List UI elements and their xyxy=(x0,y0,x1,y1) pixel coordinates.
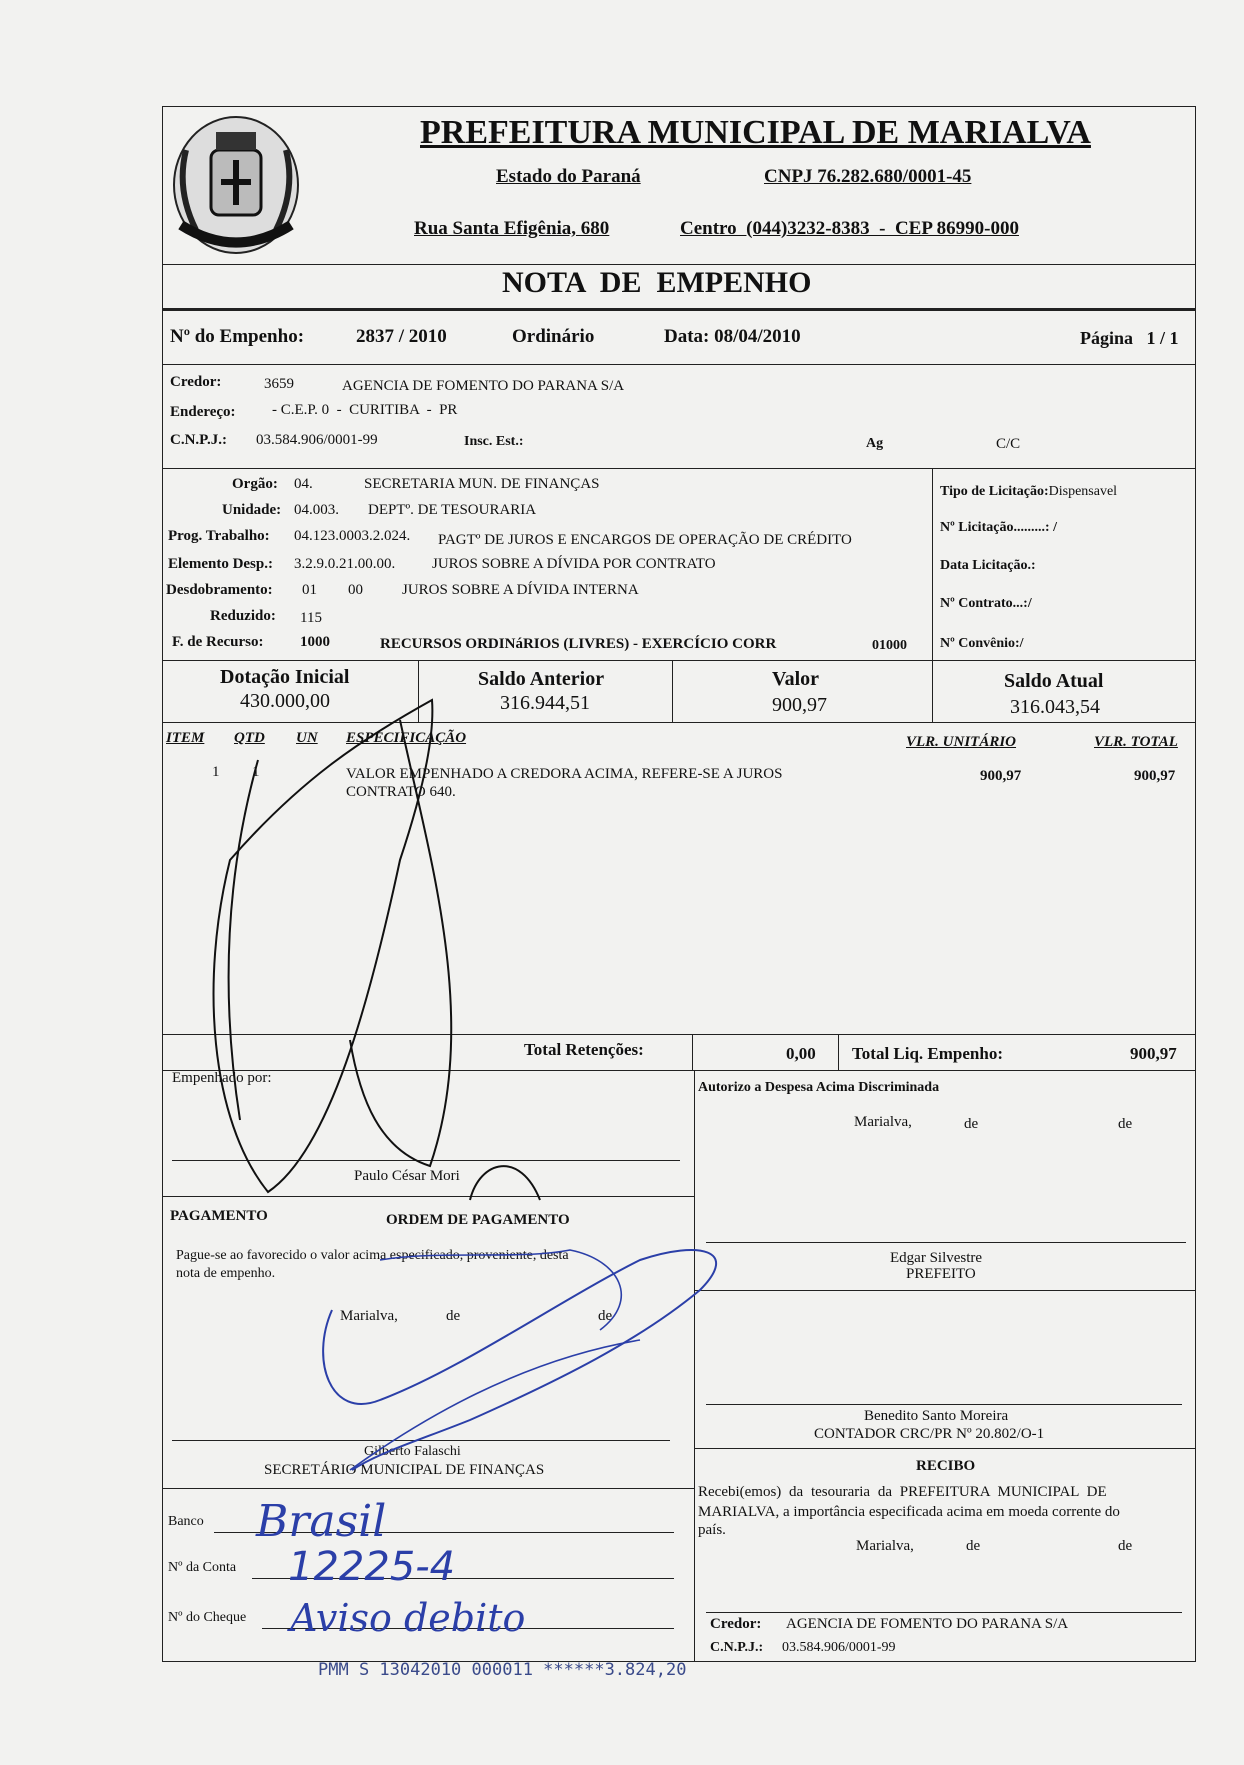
saldo-atual-value: 316.043,54 xyxy=(1010,696,1100,718)
prog-code: 04.123.0003.2.024. xyxy=(294,528,411,544)
unidade-desc: DEPTº. DE TESOURARIA xyxy=(368,502,537,518)
credor-code: 3659 xyxy=(264,376,294,392)
contador-role: CONTADOR CRC/PR Nº 20.802/O-1 xyxy=(814,1426,1045,1442)
cheque-label: Nº do Cheque xyxy=(168,1610,247,1625)
prog-label: Prog. Trabalho: xyxy=(168,528,270,544)
unidade-code: 04.003. xyxy=(294,502,339,518)
recurso-desc: RECURSOS ORDINáRIOS (LIVRES) - EXERCÍCIO CORR xyxy=(380,636,777,652)
prog-desc: PAGTº DE JUROS E ENCARGOS DE OPERAÇÃO DE CRÉDITO xyxy=(438,532,852,548)
col-unit: VLR. UNITÁRIO xyxy=(906,734,1017,750)
liq-label: Total Liq. Empenho: xyxy=(852,1044,1003,1063)
recibo-title: RECIBO xyxy=(916,1458,976,1474)
recibo-text1: Recebi(emos) da tesouraria da PREFEITURA MUNICIPAL DE xyxy=(698,1484,1107,1500)
col-un: UN xyxy=(296,730,318,746)
licitacao-numero: Nº Licitação.........: / xyxy=(940,520,1057,535)
empenhado-label: Empenhado por: xyxy=(172,1070,272,1086)
licitacao-contrato: Nº Contrato...:/ xyxy=(940,596,1032,611)
retencoes-label: Total Retenções: xyxy=(524,1040,644,1059)
licitacao-data: Data Licitação.: xyxy=(940,558,1036,573)
elem-code: 3.2.9.0.21.00.00. xyxy=(294,556,396,572)
recibo-text3: país. xyxy=(698,1522,726,1538)
orgao-code: 04. xyxy=(294,476,313,492)
banco-handwritten: Brasil xyxy=(256,1496,387,1547)
empenho-date: Data: 08/04/2010 xyxy=(664,326,801,347)
reduzido-label: Reduzido: xyxy=(210,608,276,624)
item-total-value: 900,97 xyxy=(1134,768,1176,784)
col-item: ITEM xyxy=(166,730,205,746)
empenho-type: Ordinário xyxy=(512,326,595,347)
endereco-label: Endereço: xyxy=(170,404,236,420)
street-label: Rua Santa Efigênia, 680 xyxy=(414,218,610,239)
saldo-anterior-label: Saldo Anterior xyxy=(478,668,605,690)
col-qtd: QTD xyxy=(234,730,265,746)
cnpj-label: C.N.P.J.: xyxy=(170,432,227,448)
cheque-handwritten: Aviso debito xyxy=(290,1596,526,1640)
empenhado-name: Paulo César Mori xyxy=(354,1168,460,1184)
pagamento-text1: Pague-se ao favorecido o valor acima especificado, proveniente, desta xyxy=(176,1248,569,1263)
licitacao-convenio: Nº Convênio:/ xyxy=(940,636,1024,651)
desdob-desc: JUROS SOBRE A DÍVIDA INTERNA xyxy=(402,582,639,598)
item-unit-value: 900,97 xyxy=(980,768,1022,784)
banco-label: Banco xyxy=(168,1514,204,1529)
recurso-code: 1000 xyxy=(300,634,330,650)
item-qtd: 1 xyxy=(252,764,260,780)
coat-of-arms-logo xyxy=(166,110,306,260)
doc-title: NOTA DE EMPENHO xyxy=(502,266,812,299)
pagamento-de2: de xyxy=(598,1308,613,1324)
orgao-desc: SECRETARIA MUN. DE FINANÇAS xyxy=(364,476,600,492)
pagamento-label: PAGAMENTO xyxy=(170,1208,268,1224)
page-title: PREFEITURA MUNICIPAL DE MARIALVA xyxy=(420,114,1091,151)
pagamento-de1: de xyxy=(446,1308,461,1324)
reduzido-value: 115 xyxy=(300,610,322,626)
col-espec: ESPECIFICAÇÃO xyxy=(346,730,467,746)
item-number: 1 xyxy=(212,764,220,780)
recibo-city: Marialva, xyxy=(856,1538,914,1554)
empenho-number: 2837 / 2010 xyxy=(356,326,447,347)
orgao-label: Orgão: xyxy=(232,476,278,492)
recurso-code2: 01000 xyxy=(872,638,907,653)
pagamento-city: Marialva, xyxy=(340,1308,398,1324)
item-spec-line2: CONTRATO 640. xyxy=(346,784,456,800)
address-label: Centro (044)3232-8383 - CEP 86990-000 xyxy=(680,218,1019,239)
recibo-de1: de xyxy=(966,1538,981,1554)
desdob-label: Desdobramento: xyxy=(166,582,273,598)
prefeito-role: PREFEITO xyxy=(906,1266,976,1282)
cnpj-header: CNPJ 76.282.680/0001-45 xyxy=(764,166,972,187)
credor-label: Credor: xyxy=(170,374,222,390)
desdob-code2: 00 xyxy=(348,582,363,598)
autorizo-text: Autorizo a Despesa Acima Discriminada xyxy=(698,1080,940,1095)
dotacao-label: Dotação Inicial xyxy=(220,666,350,688)
retencoes-value: 0,00 xyxy=(786,1044,816,1063)
secretario-name: Gilberto Falaschi xyxy=(364,1444,461,1459)
insc-label: Insc. Est.: xyxy=(464,434,524,449)
autorizo-city: Marialva, xyxy=(854,1114,912,1130)
saldo-anterior-value: 316.944,51 xyxy=(500,692,590,714)
ag-label: Ag xyxy=(866,436,884,451)
recibo-cnpj: 03.584.906/0001-99 xyxy=(782,1640,896,1655)
unidade-label: Unidade: xyxy=(222,502,282,518)
elem-label: Elemento Desp.: xyxy=(168,556,273,572)
cnpj-value: 03.584.906/0001-99 xyxy=(256,432,378,448)
col-total: VLR. TOTAL xyxy=(1094,734,1178,750)
empenho-label: Nº do Empenho: xyxy=(170,326,305,347)
credor-name: AGENCIA DE FOMENTO DO PARANA S/A xyxy=(342,378,625,394)
machine-stamp: PMM S 13042010 000011 ******3.824,20 xyxy=(318,1660,687,1680)
valor-value: 900,97 xyxy=(772,694,827,716)
recibo-credor-name: AGENCIA DE FOMENTO DO PARANA S/A xyxy=(786,1616,1069,1632)
recurso-label: F. de Recurso: xyxy=(172,634,264,650)
recibo-credor-label: Credor: xyxy=(710,1616,762,1632)
conta-label: Nº da Conta xyxy=(168,1560,237,1575)
contador-name: Benedito Santo Moreira xyxy=(864,1408,1009,1424)
recibo-de2: de xyxy=(1118,1538,1133,1554)
cc-label: C/C xyxy=(996,436,1021,452)
pagamento-text2: nota de empenho. xyxy=(176,1266,276,1281)
conta-handwritten: 12225-4 xyxy=(288,1544,456,1590)
secretario-role: SECRETÁRIO MUNICIPAL DE FINANÇAS xyxy=(264,1462,545,1478)
state-label: Estado do Paraná xyxy=(496,166,641,187)
page-number: Página 1 / 1 xyxy=(1080,328,1179,348)
recibo-cnpj-label: C.N.P.J.: xyxy=(710,1640,764,1655)
licitacao-tipo: Tipo de Licitação:Dispensavel xyxy=(940,484,1118,499)
prefeito-name: Edgar Silvestre xyxy=(890,1250,983,1266)
valor-label: Valor xyxy=(772,668,820,690)
saldo-atual-label: Saldo Atual xyxy=(1004,670,1104,692)
liq-value: 900,97 xyxy=(1130,1044,1177,1063)
autorizo-de1: de xyxy=(964,1116,979,1132)
item-spec-line1: VALOR EMPENHADO A CREDORA ACIMA, REFERE-SE A JUROS xyxy=(346,766,783,782)
dotacao-value: 430.000,00 xyxy=(240,690,330,712)
endereco-value: - C.E.P. 0 - CURITIBA - PR xyxy=(272,402,458,418)
recibo-text2: MARIALVA, a importância especificada acima em moeda corrente do xyxy=(698,1504,1120,1520)
ordem-label: ORDEM DE PAGAMENTO xyxy=(386,1212,570,1228)
desdob-code1: 01 xyxy=(302,582,317,598)
elem-desc: JUROS SOBRE A DÍVIDA POR CONTRATO xyxy=(432,556,716,572)
autorizo-de2: de xyxy=(1118,1116,1133,1132)
